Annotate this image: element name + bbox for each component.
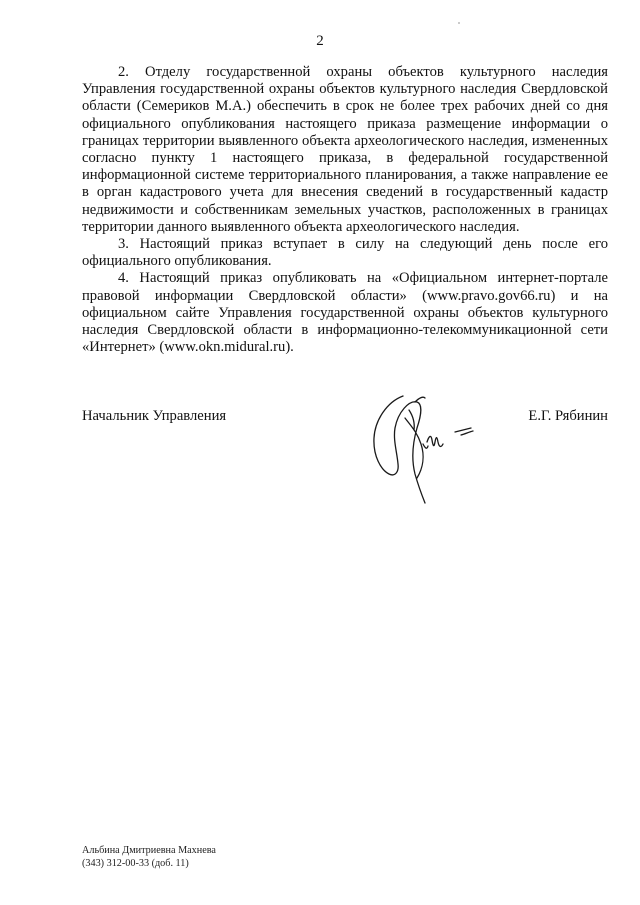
order-body: [82, 64, 608, 356]
executor-info: [82, 845, 216, 870]
signatory-position: Начальник Управления: [82, 408, 227, 424]
signature-block: [82, 408, 608, 428]
scan-speck: [458, 22, 460, 24]
handwritten-signature: [365, 382, 485, 507]
page-number: 2: [316, 33, 324, 49]
paragraph-4: 4. Настоящий приказ опубликовать на «Официальном интернет-портале правовой информации Свердловской области» (www.pravo.gov66.ru) и на официальном сайте Управления государственной охраны объектов культурного наследия Свердловской области в информационно-телекоммуникационной сети «Интернет» (www.okn.midural.ru).: [82, 270, 608, 356]
paragraph-3: 3. Настоящий приказ вступает в силу на следующий день после его официального опубликования.: [82, 236, 608, 270]
paragraph-2: 2. Отделу государственной охраны объектов культурного наследия Управления государственной охраны объектов культурного наследия Свердловской области (Семериков М.А.) обеспечить в срок не более трех рабочих дней со дня официального опубликования настоящего приказа размещение информации о границах территории выявленного объекта археологического наследия, измененных согласно пункту 1 настоящего приказа, в федеральной государственной информационной системе территориального планирования, а также направление ее в орган кадастрового учета для внесения сведений в государственный кадастр недвижимости и собственникам земельных участков, расположенных в границах территории данного выявленного объекта археологического наследия.: [82, 64, 608, 235]
signatory-name: Е.Г. Рябинин: [528, 408, 608, 424]
executor-name: Альбина Дмитриевна Махнева: [82, 845, 216, 856]
executor-phone: (343) 312-00-33 (доб. 11): [82, 857, 189, 869]
